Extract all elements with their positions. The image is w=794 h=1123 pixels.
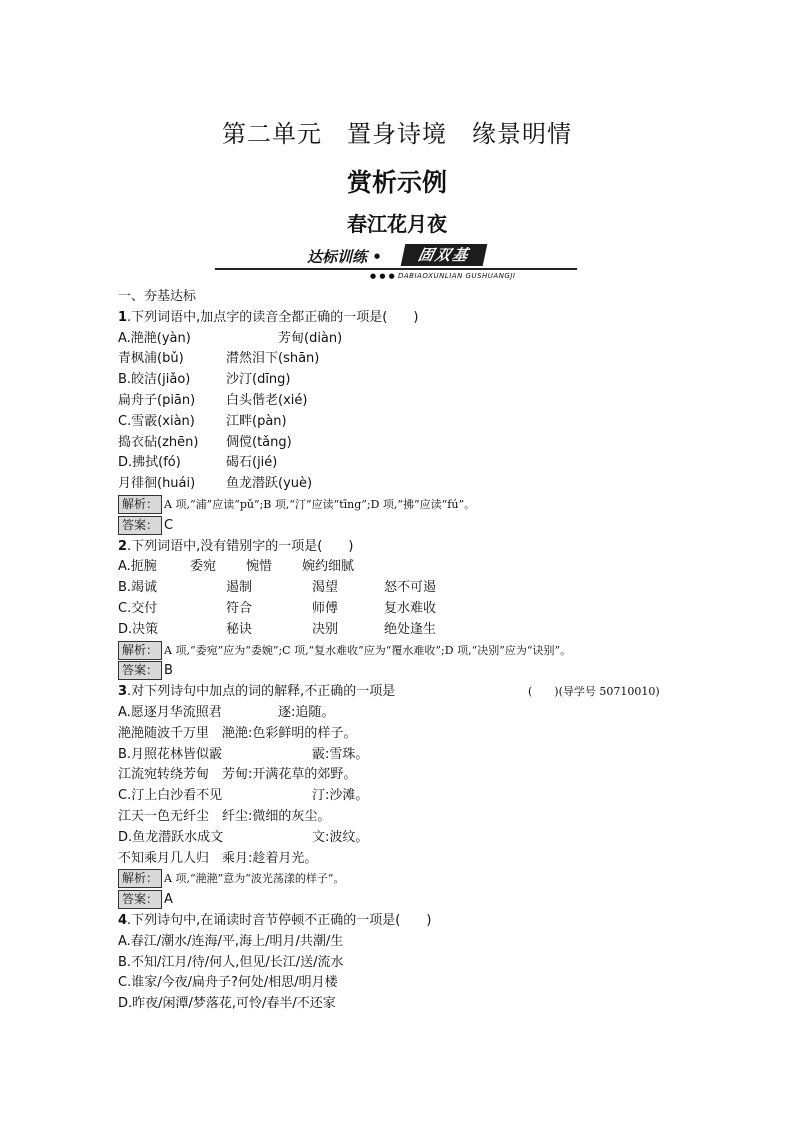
option-item: D.鱼龙潜跃水成文 xyxy=(118,829,224,845)
option-item: B.竭诚 xyxy=(118,580,158,596)
option-item: 江流宛转绕芳甸 芳甸:开满花草的郊野。 xyxy=(118,767,357,783)
question-number: 3 xyxy=(118,684,128,700)
option-row: C.谁家/今夜/扁舟子?何处/相思/明月楼 xyxy=(118,975,338,991)
option-row xyxy=(118,578,698,599)
analysis-text: A 项,“委宛”应为“委婉”;C 项,“复水难收”应为“覆水难收”;D 项,“决别”应为“诀别”。 xyxy=(164,643,572,657)
banner-divider xyxy=(215,268,577,270)
option-item: 汀:沙滩。 xyxy=(312,788,369,804)
question-2-stem xyxy=(118,537,698,558)
option-row xyxy=(118,828,698,849)
option-item: 惋惜 xyxy=(246,559,273,575)
guide-number: ( )(导学号 50710010) xyxy=(528,685,660,699)
option-item: 芳甸(diàn) xyxy=(278,330,343,346)
option-item: A.扼腕 xyxy=(118,559,157,575)
option-item: C.雪霰(xiàn) xyxy=(118,413,195,429)
option-item: 江畔(pàn) xyxy=(226,413,287,429)
option-row xyxy=(118,703,698,724)
answer-row xyxy=(118,516,698,537)
answer-text: A xyxy=(164,892,173,908)
option-item: 沙汀(dīng) xyxy=(226,372,291,388)
option-row xyxy=(118,786,698,807)
option-row xyxy=(118,807,698,828)
question-1-stem xyxy=(118,308,698,329)
question-text: .下列词语中,加点字的读音全都正确的一项是( ) xyxy=(127,309,419,325)
option-item: 扁舟子(piān) xyxy=(118,392,196,408)
option-item: 青枫浦(bǔ) xyxy=(118,351,184,367)
answer-row xyxy=(118,661,698,682)
option-item: 捣衣砧(zhēn) xyxy=(118,434,199,450)
option-item: 绝处逢生 xyxy=(384,621,437,637)
section-title: 赏析示例 xyxy=(346,168,447,197)
option-row xyxy=(118,745,698,766)
analysis-label: 解析： xyxy=(118,641,162,660)
option-item: 委宛 xyxy=(190,559,217,575)
option-item: 婉约细腻 xyxy=(302,559,355,575)
option-row xyxy=(118,849,698,870)
option-item: 潸然泪下(shān) xyxy=(226,351,320,367)
option-row xyxy=(118,474,698,495)
option-row xyxy=(118,724,698,745)
option-item: D.决策 xyxy=(118,621,159,637)
option-item: 碣石(jié) xyxy=(226,455,278,471)
answer-text: C xyxy=(164,517,174,533)
option-item: 秘诀 xyxy=(226,621,253,637)
analysis-text: A 项,“滟滟”意为“波光荡漾的样子”。 xyxy=(164,872,345,886)
option-row xyxy=(118,765,698,786)
banner-text: 达标训练 • xyxy=(307,248,382,266)
banner-box: 固双基 xyxy=(401,244,488,266)
option-item: 白头偕老(xié) xyxy=(226,392,308,408)
option-item: 复水难收 xyxy=(384,600,437,616)
option-row: B.不知/江月/待/何人,但见/长江/送/流水 xyxy=(118,954,344,970)
poem-title: 春江花月夜 xyxy=(347,212,447,236)
option-item: C.交付 xyxy=(118,600,158,616)
analysis-row xyxy=(118,495,698,516)
option-item: B.皎洁(jiǎo) xyxy=(118,372,191,388)
answer-row xyxy=(118,890,698,911)
option-item: 文:波纹。 xyxy=(312,829,369,845)
option-row xyxy=(118,620,698,641)
question-4-stem xyxy=(118,911,698,932)
analysis-row xyxy=(118,641,698,662)
banner-subtitle: ● ● ● DABIAOXUNLIAN GUSHUANGJI xyxy=(370,272,516,280)
option-item: 霰:雪珠。 xyxy=(312,746,369,762)
option-item: 符合 xyxy=(226,600,253,616)
option-item: 师傅 xyxy=(312,600,339,616)
answer-label: 答案： xyxy=(118,661,162,680)
option-row: A.春江/潮水/连海/平,海上/明月/共潮/生 xyxy=(118,933,344,949)
question-text: .下列诗句中,在诵读时音节停顿不正确的一项是( ) xyxy=(127,912,432,928)
option-row xyxy=(118,599,698,620)
option-row xyxy=(118,412,698,433)
option-row xyxy=(118,557,698,578)
option-row xyxy=(118,370,698,391)
option-row xyxy=(118,349,698,370)
option-row xyxy=(118,329,698,350)
option-item: 鱼龙潜跃(yuè) xyxy=(226,476,313,492)
option-item: 遏制 xyxy=(226,580,253,596)
analysis-text: A 项,“浦”应读“pǔ”;B 项,“汀”应读“tīng”;D 项,“拂”应读“fú”。 xyxy=(164,497,476,511)
option-item: 不知乘月几人归 乘月:趁着月光。 xyxy=(118,850,318,866)
option-item: C.汀上白沙看不见 xyxy=(118,788,223,804)
option-row: D.昨夜/闲潭/梦落花,可怜/春半/不还家 xyxy=(118,996,336,1012)
unit-title: 第二单元 置身诗境 缘景明情 xyxy=(222,120,572,148)
question-text: .对下列诗句中加点的词的解释,不正确的一项是 xyxy=(127,684,396,700)
option-row xyxy=(118,433,698,454)
option-item: 月徘徊(huái) xyxy=(118,476,196,492)
question-3-stem xyxy=(118,682,698,703)
option-item: 逐:追随。 xyxy=(278,704,335,720)
question-number: 2 xyxy=(118,538,128,554)
option-item: 倜傥(tǎng) xyxy=(226,434,292,450)
answer-text: B xyxy=(164,663,173,679)
option-item: 怒不可遏 xyxy=(384,580,437,596)
question-content xyxy=(118,287,698,1015)
question-number: 4 xyxy=(118,912,128,928)
analysis-row xyxy=(118,869,698,890)
answer-label: 答案： xyxy=(118,890,162,909)
option-item: 决别 xyxy=(312,621,339,637)
analysis-label: 解析： xyxy=(118,495,162,514)
section-heading: 一、夯基达标 xyxy=(118,289,197,304)
question-text: .下列词语中,没有错别字的一项是( ) xyxy=(127,538,354,554)
analysis-label: 解析： xyxy=(118,869,162,888)
option-item: B.月照花林皆似霰 xyxy=(118,746,223,762)
option-item: 渴望 xyxy=(312,580,339,596)
option-item: D.拂拭(fó) xyxy=(118,455,181,471)
option-item: A.滟滟(yàn) xyxy=(118,330,191,346)
answer-label: 答案： xyxy=(118,516,162,535)
practice-banner xyxy=(215,243,577,283)
option-item: A.愿逐月华流照君 xyxy=(118,704,222,720)
option-row xyxy=(118,391,698,412)
option-item: 滟滟随波千万里 滟滟:色彩鲜明的样子。 xyxy=(118,725,357,741)
option-item: 江天一色无纤尘 纤尘:微细的灰尘。 xyxy=(118,808,331,824)
question-number: 1 xyxy=(118,309,128,325)
option-row xyxy=(118,453,698,474)
